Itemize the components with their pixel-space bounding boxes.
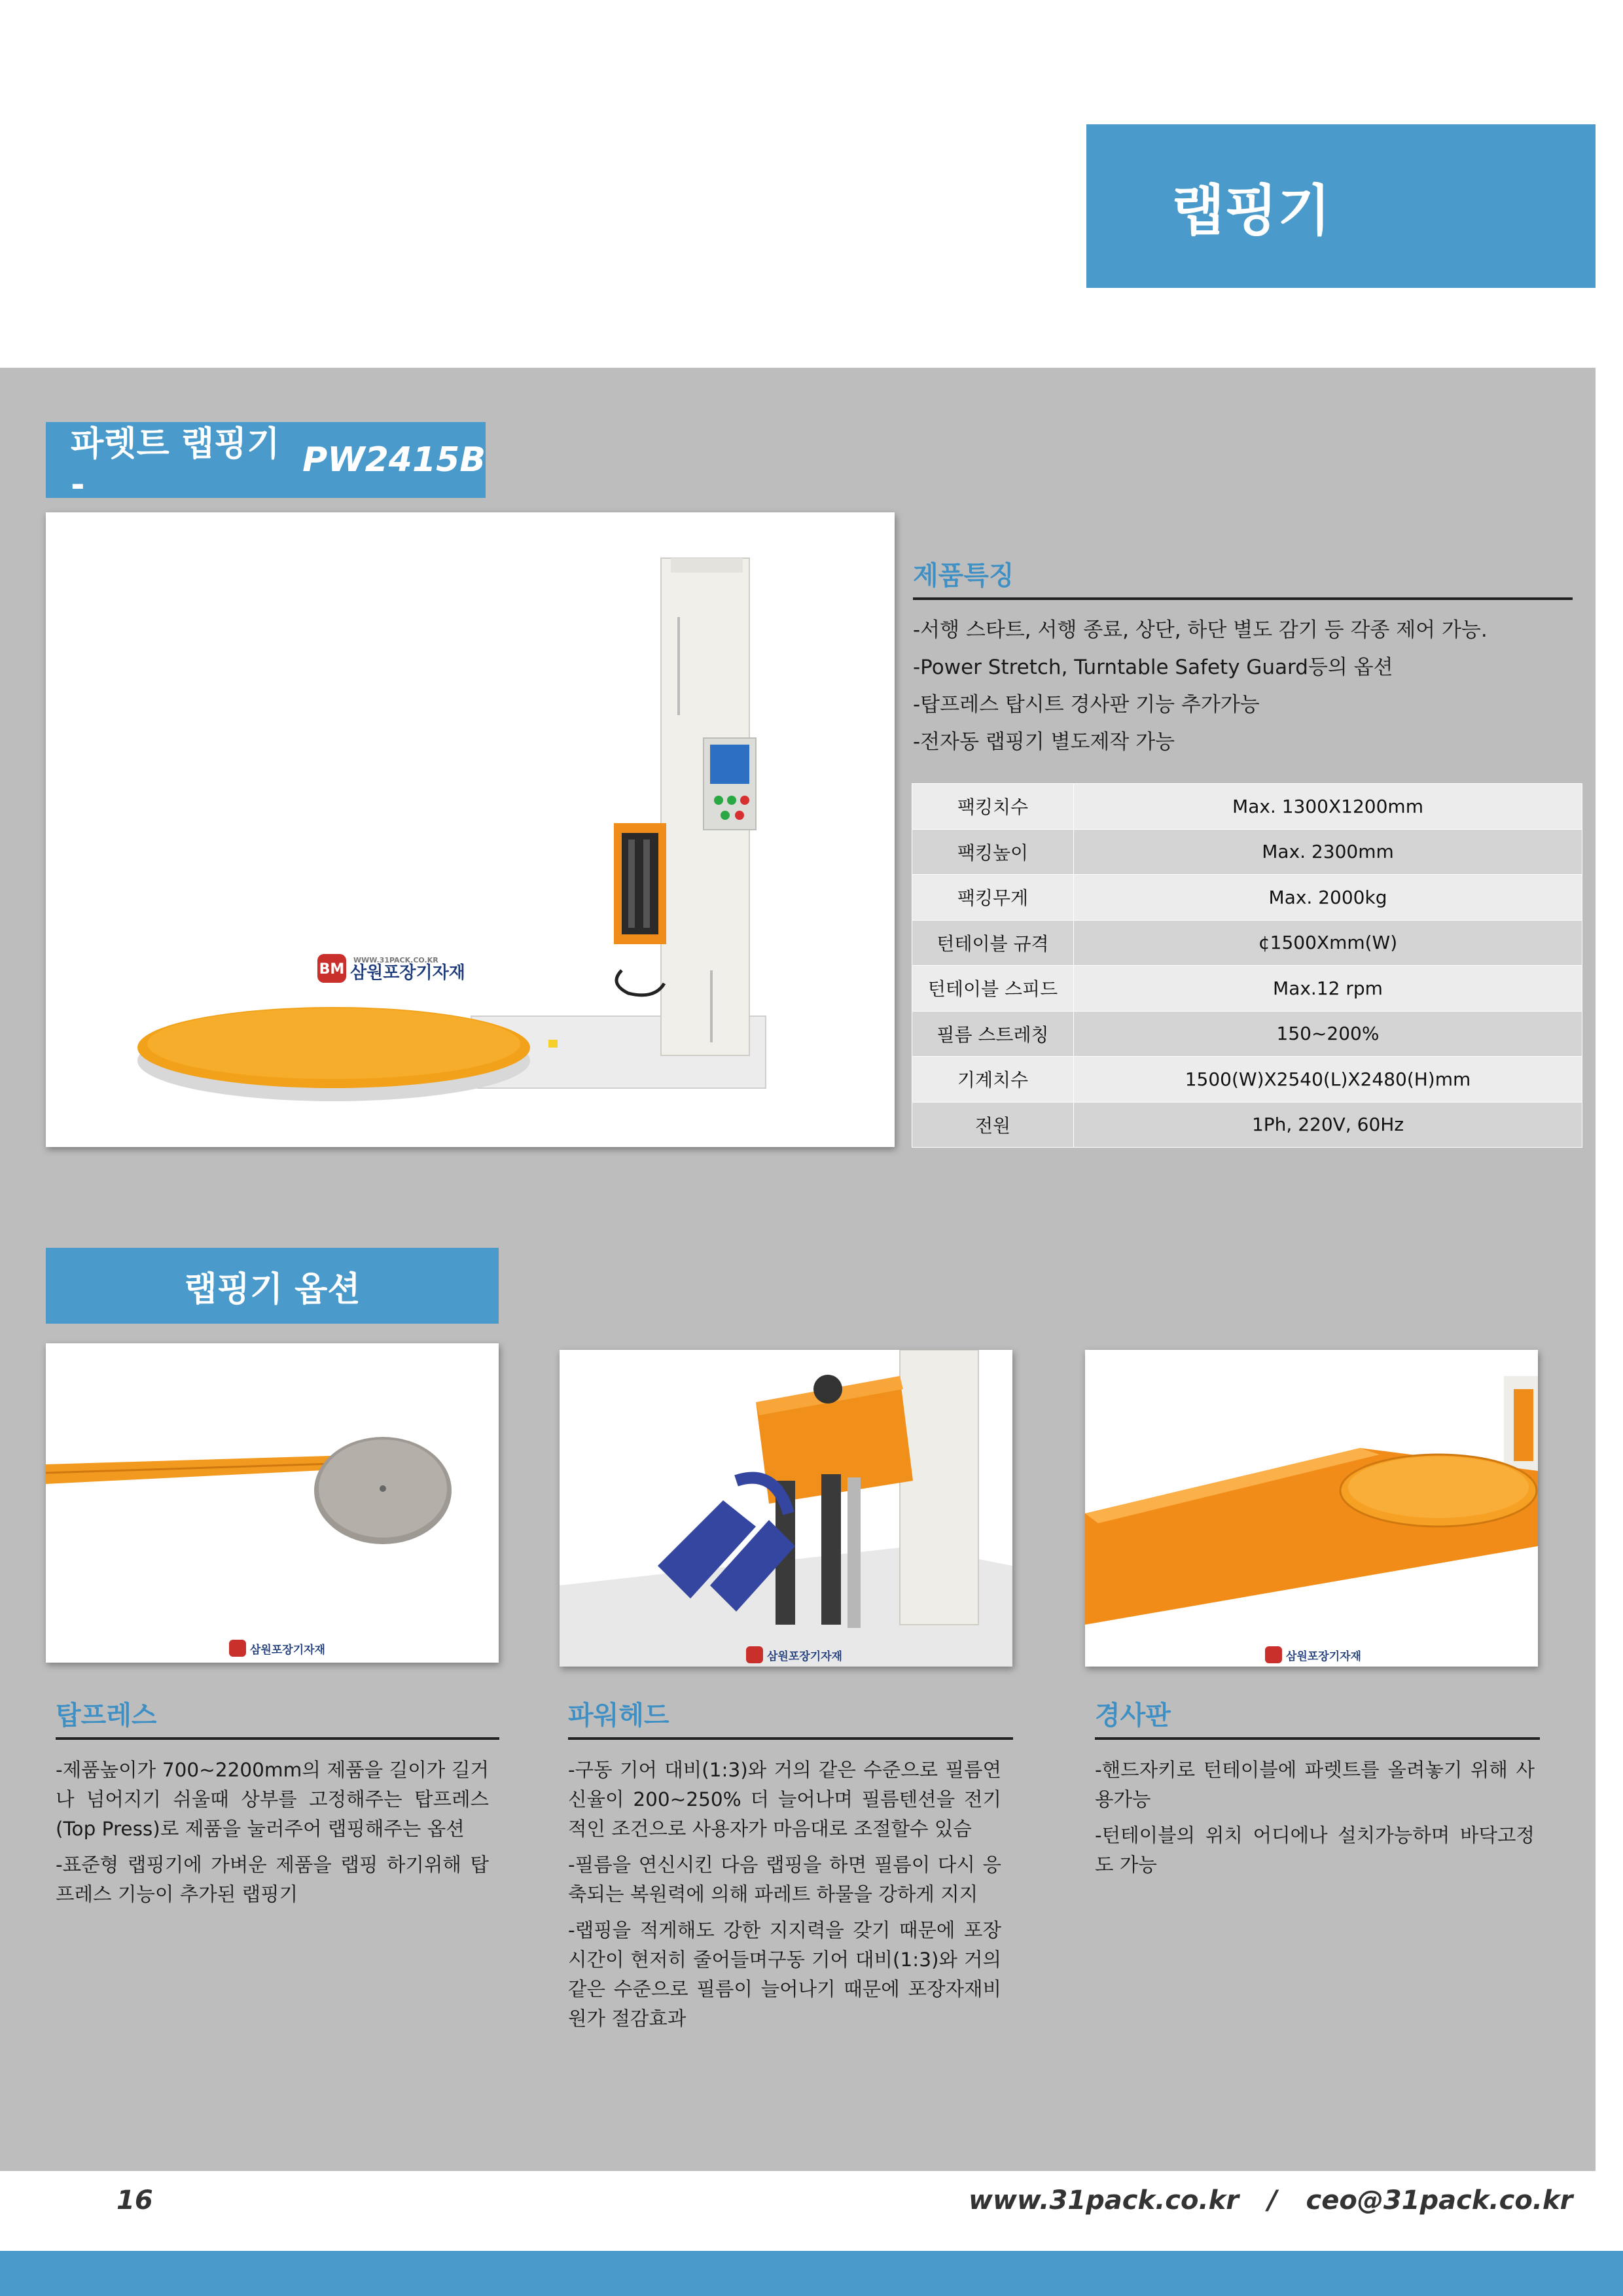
option-heading-power-head: 파워헤드	[568, 1695, 1013, 1740]
spec-label: 기계치수	[912, 1057, 1074, 1103]
website-link[interactable]: www.31pack.co.kr	[969, 2185, 1240, 2216]
footer-separator: /	[1267, 2185, 1277, 2216]
page-title: 랩핑기	[1171, 178, 1331, 243]
feature-item: -전자동 랩핑기 별도제작 가능	[913, 730, 1175, 754]
option-heading-ramp: 경사판	[1095, 1695, 1540, 1740]
feature-item: -탑프레스 탑시트 경사판 기능 추가가능	[913, 693, 1260, 716]
option-paragraph: -랩핑을 적게해도 강한 지지력을 갖기 때문에 포장시간이 현저히 줄어들며구동 기어 대비(1:3)와 거의 같은 수준으로 필름이 늘어나기 때문에 포장자재비원가 절감효과	[568, 1919, 1001, 2030]
spec-value: ¢1500Xmm(W)	[1074, 920, 1582, 966]
spec-label: 턴테이블 규격	[912, 920, 1074, 966]
product-photo	[46, 512, 895, 1147]
option-paragraph: -턴테이블의 위치 어디에나 설치가능하며 바닥고정도 가능	[1095, 1824, 1535, 1876]
spec-row	[912, 966, 1582, 1012]
product-model: PW2415B	[302, 440, 486, 480]
option-heading-top-press: 탑프레스	[56, 1695, 499, 1740]
option-photo-power-head	[560, 1350, 1012, 1667]
spec-value: Max.12 rpm	[1074, 966, 1582, 1012]
features-heading: 제품특징	[913, 555, 1573, 600]
spec-label: 팩킹무게	[912, 875, 1074, 921]
spec-value: Max. 2300mm	[1074, 829, 1582, 875]
svg-text:BM: BM	[319, 961, 345, 978]
spec-label: 팩킹높이	[912, 829, 1074, 875]
spec-value: 1Ph, 220V, 60Hz	[1074, 1102, 1582, 1148]
spec-row	[912, 1057, 1582, 1103]
spec-row	[912, 829, 1582, 875]
spec-label: 전원	[912, 1102, 1074, 1148]
page-number: 16	[116, 2185, 153, 2216]
page-title-banner	[1086, 124, 1596, 288]
product-title-box	[46, 422, 486, 504]
logo-url: WWW.31PACK.CO.KR	[353, 956, 438, 964]
option-text-ramp	[1095, 1756, 1535, 1886]
option-logo-name: 삼원포장기자재	[767, 1650, 842, 1663]
option-logo-name: 삼원포장기자재	[1286, 1650, 1361, 1663]
spec-value: Max. 1300X1200mm	[1074, 784, 1582, 830]
spec-label: 필름 스트레칭	[912, 1011, 1074, 1057]
product-title-prefix: 파렛트 랩핑기 -	[71, 424, 280, 504]
option-paragraph: -표준형 랩핑기에 가벼운 제품을 랩핑 하기위해 탑프레스 기능이 추가된 랩핑기	[56, 1854, 489, 1905]
option-text-power-head	[568, 1756, 1001, 2040]
spec-row	[912, 920, 1582, 966]
option-photo-ramp	[1085, 1350, 1538, 1667]
footer-contact	[969, 2185, 1573, 2216]
option-paragraph: -핸드자키로 턴테이블에 파렛트를 올려놓기 위해 사용가능	[1095, 1759, 1535, 1810]
spec-value: 150~200%	[1074, 1011, 1582, 1057]
option-text-top-press	[56, 1756, 489, 1916]
spec-row	[912, 875, 1582, 921]
logo-name: 삼원포장기자재	[350, 963, 465, 983]
spec-row	[912, 1102, 1582, 1148]
email-link[interactable]: ceo@31pack.co.kr	[1306, 2185, 1573, 2216]
option-paragraph: -제품높이가 700~2200mm의 제품을 길이가 길거나 넘어지기 쉬울때 상부를 고정해주는 탑프레스(Top Press)로 제품을 눌러주어 랩핑해주는 옵션	[56, 1759, 489, 1840]
spec-value: Max. 2000kg	[1074, 875, 1582, 921]
option-paragraph: -필름을 연신시킨 다음 랩핑을 하면 필름이 다시 응축되는 복원력에 의해 파레트 하물을 강하게 지지	[568, 1854, 1001, 1905]
options-title-box	[46, 1248, 499, 1324]
features-list	[913, 612, 1587, 761]
spec-label: 팩킹치수	[912, 784, 1074, 830]
option-photo-top-press	[46, 1343, 499, 1663]
spec-value: 1500(W)X2540(L)X2480(H)mm	[1074, 1057, 1582, 1103]
spec-row	[912, 784, 1582, 830]
bottom-bar	[0, 2251, 1623, 2296]
spec-label: 턴테이블 스피드	[912, 966, 1074, 1012]
spec-row	[912, 1011, 1582, 1057]
options-title: 랩핑기 옵션	[184, 1269, 361, 1309]
option-logo-name: 삼원포장기자재	[250, 1644, 325, 1657]
spec-table	[912, 783, 1582, 1148]
feature-item: -서행 스타트, 서행 종료, 상단, 하단 별도 감기 등 각종 제어 가능.	[913, 618, 1488, 642]
feature-item: -Power Stretch, Turntable Safety Guard등의 옵션	[913, 656, 1393, 679]
option-paragraph: -구동 기어 대비(1:3)와 거의 같은 수준으로 필름연신율이 200~250% 더 늘어나며 필름텐션을 전기적인 조건으로 사용자가 마음대로 조절할수 있슴	[568, 1759, 1001, 1840]
